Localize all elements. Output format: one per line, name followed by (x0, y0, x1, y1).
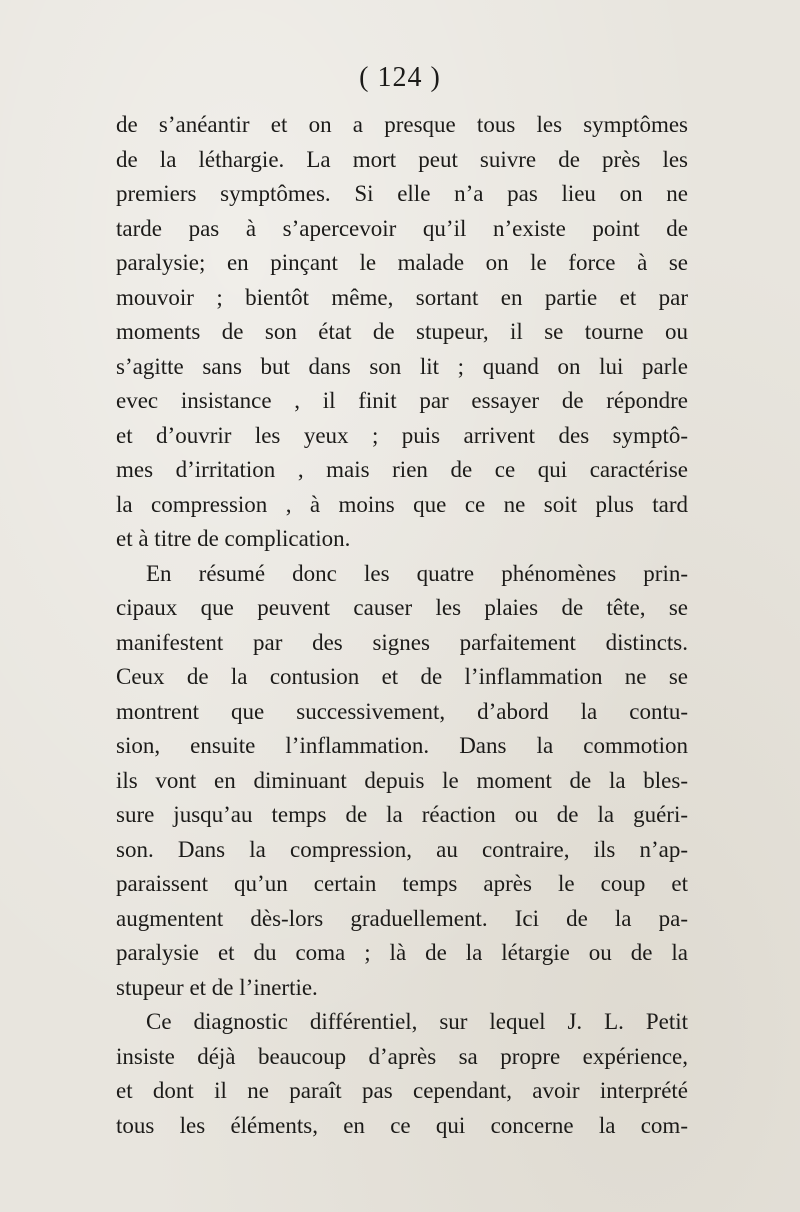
text-line: insiste déjà beaucoup d’après sa propre expérience, (116, 1043, 688, 1069)
text-line: tous les éléments, en ce qui concerne la com- (116, 1112, 688, 1138)
text-line: de la léthargie. La mort peut suivre de près les (116, 146, 688, 172)
text-line: mes d’irritation , mais rien de ce qui caractérise (116, 457, 688, 482)
text-line: mouvoir ; bientôt même, sortant en partie et par (116, 284, 688, 310)
text-line: tarde pas à s’apercevoir qu’il n’existe point de (116, 215, 688, 241)
text-line: moments de son état de stupeur, il se tourne ou (116, 319, 688, 344)
text-line: son. Dans la compression, au contraire, ils n’ap- (116, 836, 688, 862)
text-line: paralysie et du coma ; là de la létargie ou de la (116, 940, 688, 965)
text-line: evec insistance , il finit par essayer de répondre (116, 388, 688, 413)
paragraph-start-line: Ce diagnostic différentiel, sur lequel J. L. Petit (146, 1009, 688, 1034)
text-line: manifestent par des signes parfaitement distincts. (116, 629, 688, 655)
body-text (116, 108, 688, 1143)
text-line: sure jusqu’au temps de la réaction ou de la guéri- (116, 802, 688, 827)
page-number: ( 124 ) (359, 62, 441, 93)
text-line: stupeur et de l’inertie. (116, 974, 318, 1000)
text-line: premiers symptômes. Si elle n’a pas lieu on ne (116, 181, 688, 206)
text-line: paralysie; en pinçant le malade on le force à se (116, 250, 688, 275)
text-line: Ceux de la contusion et de l’inflammation ne se (116, 664, 688, 689)
text-line: paraissent qu’un certain temps après le coup et (116, 871, 688, 896)
text-line: montrent que successivement, d’abord la contu- (116, 698, 688, 724)
text-line: s’agitte sans but dans son lit ; quand on lui parle (116, 353, 688, 379)
text-line: la compression , à moins que ce ne soit plus tard (116, 491, 688, 517)
text-line: sion, ensuite l’inflammation. Dans la commotion (116, 733, 688, 758)
text-line: et à titre de complication. (116, 526, 351, 551)
text-line: de s’anéantir et on a presque tous les symptômes (116, 112, 688, 137)
text-line: et d’ouvrir les yeux ; puis arrivent des symptô- (116, 422, 688, 448)
text-line: cipaux que peuvent causer les plaies de tête, se (116, 595, 688, 620)
text-line: ils vont en diminuant depuis le moment de la bles- (116, 767, 688, 793)
text-line: et dont il ne paraît pas cependant, avoir interprété (116, 1078, 688, 1103)
paragraph-start-line: En résumé donc les quatre phénomènes prin- (146, 560, 688, 586)
text-line: augmentent dès-lors graduellement. Ici de la pa- (116, 905, 688, 931)
